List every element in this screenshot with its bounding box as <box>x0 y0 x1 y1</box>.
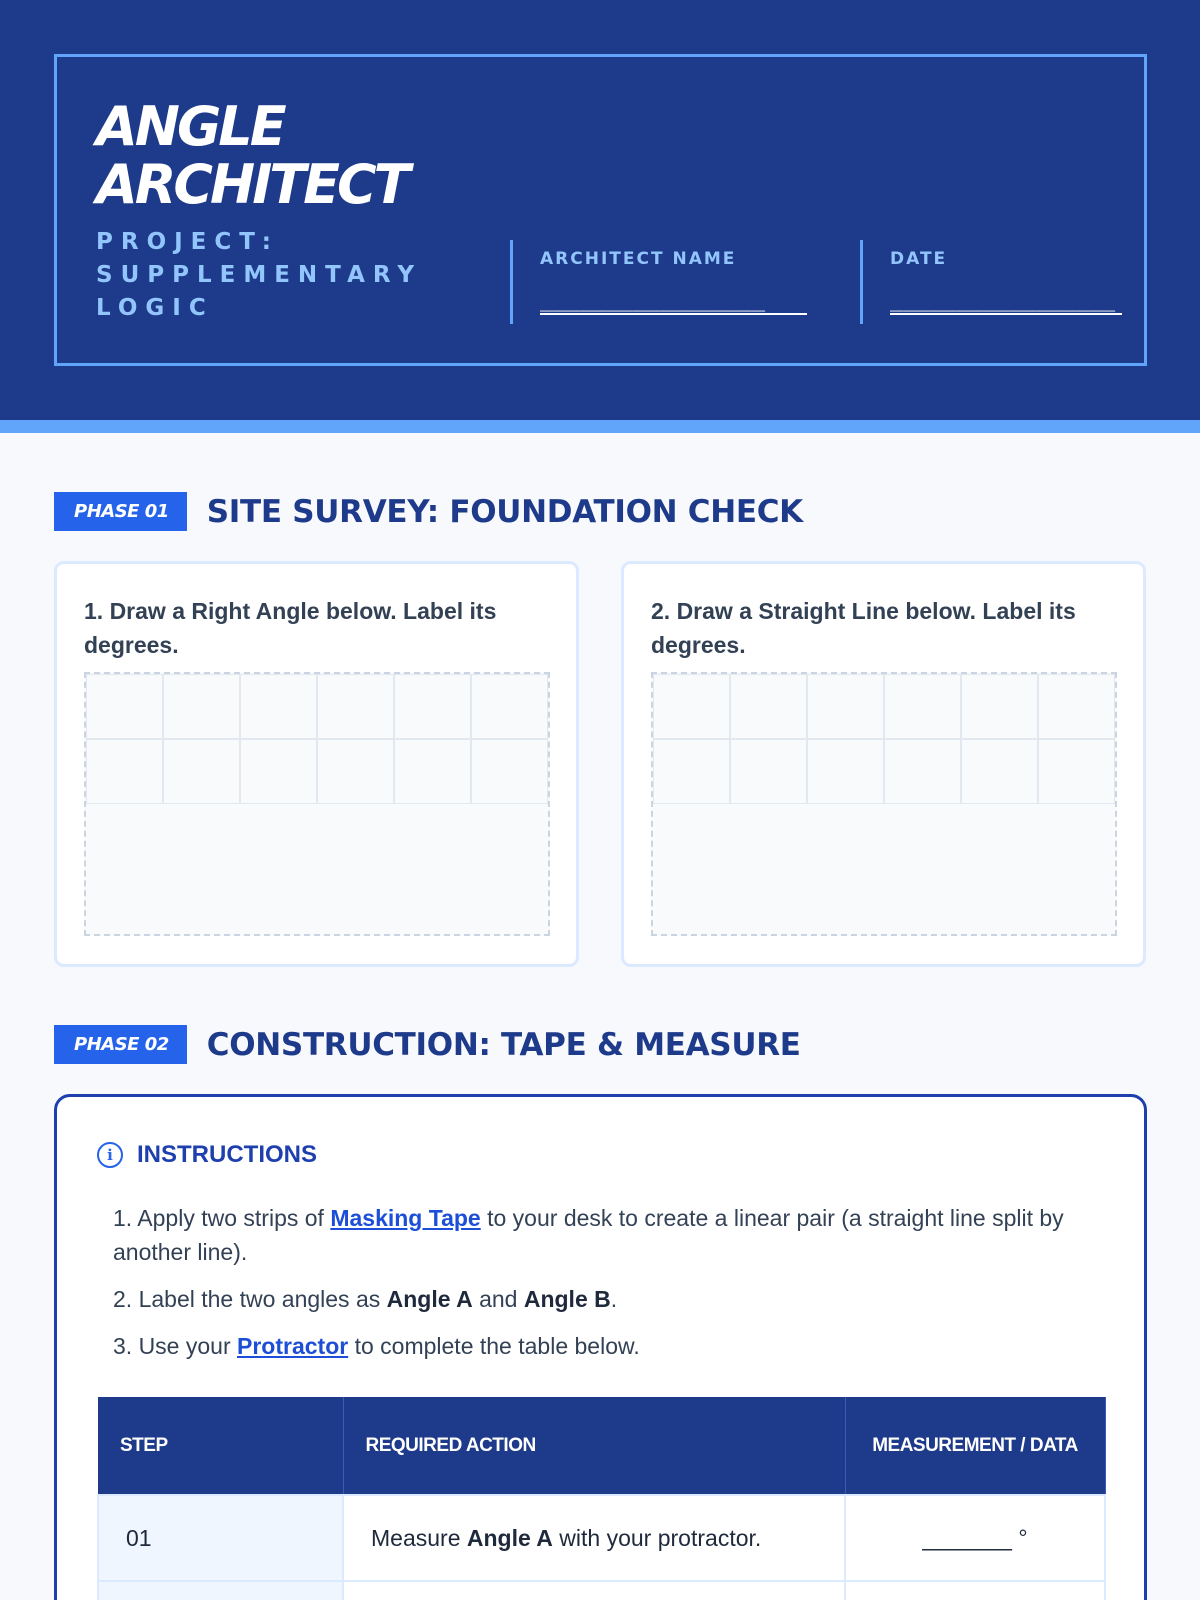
grid-cell <box>240 674 317 739</box>
step-text: 1. Apply two strips of <box>113 1205 331 1231</box>
action-text: with your protractor. <box>552 1524 762 1551</box>
grid-cell <box>317 674 394 739</box>
phase-01-header <box>54 492 803 531</box>
col-measurement-header: MEASUREMENT / DATA <box>845 1397 1105 1495</box>
row-step-cell: 01 <box>98 1495 343 1581</box>
date-blank[interactable]: _________________ <box>890 287 1122 315</box>
grid-cell <box>730 739 807 804</box>
step-text: to complete the table below. <box>348 1333 640 1359</box>
measurement-table <box>97 1397 1106 1600</box>
grid-cell <box>730 674 807 739</box>
grid-cell <box>471 674 548 739</box>
info-icon: i <box>97 1142 123 1168</box>
worksheet-title <box>96 95 408 216</box>
date-label: DATE <box>890 249 948 269</box>
masking-tape-link[interactable]: Masking Tape <box>330 1205 481 1231</box>
row-action-cell <box>343 1495 845 1581</box>
grid-cell <box>317 739 394 804</box>
phase-01-tag: PHASE 01 <box>54 492 187 531</box>
header-accent-stripe <box>0 420 1200 433</box>
title-line-2: ARCHITECT <box>96 153 408 216</box>
step-text: . <box>610 1286 618 1312</box>
grid-cell <box>1038 674 1115 739</box>
grid-cell <box>884 674 961 739</box>
right-angle-card <box>54 561 579 967</box>
instruction-list <box>113 1201 1073 1376</box>
phase-02-tag: PHASE 02 <box>54 1025 187 1064</box>
grid-cell <box>884 739 961 804</box>
instructions-title: INSTRUCTIONS <box>137 1141 317 1168</box>
row-measurement-cell[interactable]: _______ ° <box>845 1495 1105 1581</box>
grid-cell <box>86 739 163 804</box>
grid-cell <box>471 739 548 804</box>
straight-line-card <box>621 561 1146 967</box>
grid-cell <box>394 739 471 804</box>
protractor-link[interactable]: Protractor <box>237 1333 349 1359</box>
grid-cell <box>163 674 240 739</box>
grid-cell <box>86 674 163 739</box>
table-header-row <box>98 1397 1105 1495</box>
grid-cell <box>653 674 730 739</box>
row-step-cell <box>98 1581 343 1600</box>
straight-line-drawing-area[interactable] <box>651 672 1117 936</box>
architect-name-label: ARCHITECT NAME <box>540 249 737 269</box>
right-angle-drawing-area[interactable] <box>84 672 550 936</box>
phase-02-header <box>54 1025 801 1064</box>
grid-cell <box>961 674 1038 739</box>
date-field[interactable] <box>860 240 1130 324</box>
architect-name-field[interactable] <box>510 240 810 324</box>
step-text: 2. Label the two angles as <box>113 1286 387 1312</box>
grid-cell <box>1038 739 1115 804</box>
col-step-header: STEP <box>98 1397 343 1495</box>
action-bold: Angle A <box>466 1524 553 1551</box>
grid-cell <box>394 674 471 739</box>
row-action-cell <box>343 1581 845 1600</box>
grid-cell <box>163 739 240 804</box>
table-row <box>98 1581 1105 1600</box>
table-row <box>98 1495 1105 1581</box>
instruction-step-3 <box>113 1329 1073 1363</box>
worksheet-header <box>0 0 1200 420</box>
step-text: and <box>472 1286 524 1312</box>
instructions-header <box>97 1141 317 1169</box>
drawing-grid <box>653 674 1115 804</box>
title-line-1: ANGLE <box>96 95 284 158</box>
right-angle-question: 1. Draw a Right Angle below. Label its degrees. <box>84 598 497 658</box>
grid-cell <box>807 739 884 804</box>
drawing-grid <box>86 674 548 804</box>
grid-cell <box>961 739 1038 804</box>
instruction-step-2 <box>113 1282 1073 1316</box>
grid-cell <box>807 674 884 739</box>
step-text: 3. Use your <box>113 1333 237 1359</box>
phase-01-title: SITE SURVEY: FOUNDATION CHECK <box>206 493 803 530</box>
action-text: Measure <box>371 1524 467 1551</box>
grid-cell <box>240 739 317 804</box>
angle-a-label: Angle A <box>386 1286 473 1312</box>
straight-line-question: 2. Draw a Straight Line below. Label its degrees. <box>651 598 1076 658</box>
project-subtitle: PROJECT: SUPPLEMENTARY LOGIC <box>96 229 422 321</box>
phase-02-title: CONSTRUCTION: TAPE & MEASURE <box>206 1026 801 1063</box>
instruction-step-1 <box>113 1201 1073 1269</box>
angle-b-label: Angle B <box>523 1286 611 1312</box>
grid-cell <box>653 739 730 804</box>
architect-name-blank[interactable]: _________________ <box>540 287 807 315</box>
row-measurement-cell[interactable] <box>845 1581 1105 1600</box>
col-action-header: REQUIRED ACTION <box>343 1397 845 1495</box>
step-text: to your desk to create a linear pair (a straight line split by another line). <box>113 1205 1064 1265</box>
construction-box <box>54 1094 1147 1600</box>
